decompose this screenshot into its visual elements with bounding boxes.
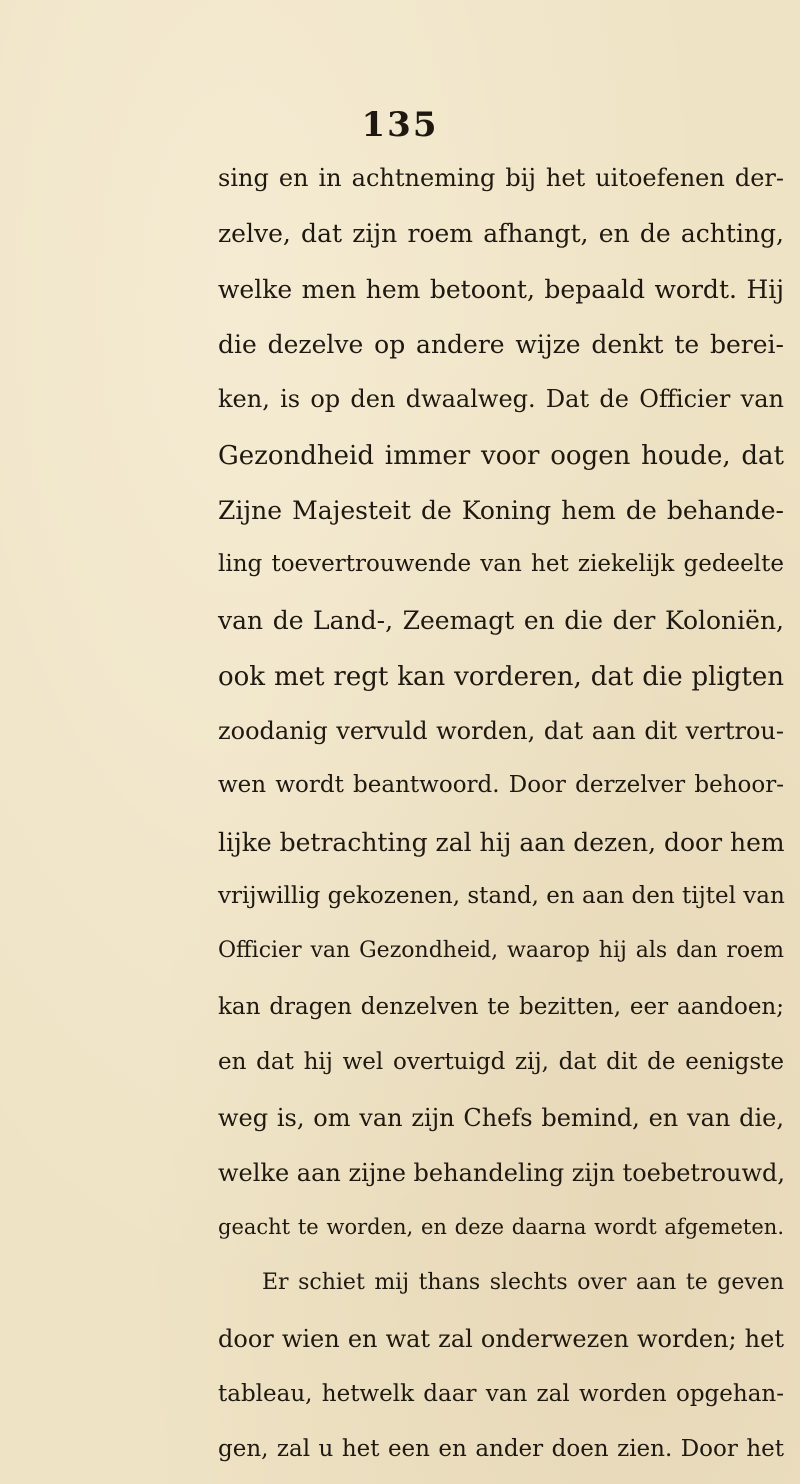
text-line: en dat hij wel overtuigd zij, dat dit de eenigste xyxy=(218,1049,784,1075)
page-number: 135 xyxy=(361,105,439,145)
text-line: zelve, dat zijn roem afhangt, en de achting, xyxy=(218,219,784,248)
text-line: ling toevertrouwende van het ziekelijk gedeelte xyxy=(218,551,784,577)
text-line: lijke betrachting zal hij aan dezen, door hem xyxy=(218,828,785,857)
text-line: Zijne Majesteit de Koning hem de behande- xyxy=(218,496,784,525)
text-line: zoodanig vervuld worden, dat aan dit vertrou- xyxy=(218,717,784,745)
text-line: die dezelve op andere wijze denkt te berei- xyxy=(218,330,784,359)
text-line: welke men hem betoont, bepaald wordt. Hij xyxy=(218,275,784,304)
text-line: tableau, hetwelk daar van zal worden opgehan- xyxy=(218,1381,784,1407)
text-line: sing en in achtneming bij het uitoefenen der- xyxy=(218,164,784,192)
text-line: weg is, om van zijn Chefs bemind, en van die, xyxy=(218,1104,784,1132)
text-line: vrijwillig gekozenen, stand, en aan den tijtel van xyxy=(218,883,785,909)
text-line: door wien en wat zal onderwezen worden; het xyxy=(218,1325,784,1353)
text-line: Er schiet mij thans slechts over aan te geven xyxy=(262,1270,784,1295)
text-line: geacht te worden, en deze daarna wordt afgemeten. xyxy=(218,1215,784,1239)
text-line: welke aan zijne behandeling zijn toebetrouwd, xyxy=(218,1159,785,1187)
text-line: ook met regt kan vorderen, dat die pligten xyxy=(218,662,784,692)
text-line: ken, is op den dwaalweg. Dat de Officier van xyxy=(218,385,784,413)
text-line: Gezondheid immer voor oogen houde, dat xyxy=(218,441,784,471)
text-line: van de Land-, Zeemagt en die der Koloniën, xyxy=(218,606,784,635)
text-line: Officier van Gezondheid, waarop hij als dan roem xyxy=(218,938,784,963)
text-line: kan dragen denzelven te bezitten, eer aandoen; xyxy=(218,994,784,1020)
text-line: gen, zal u het een en ander doen zien. Door het xyxy=(218,1436,784,1462)
text-line: wen wordt beantwoord. Door derzelver behoor- xyxy=(218,772,784,798)
